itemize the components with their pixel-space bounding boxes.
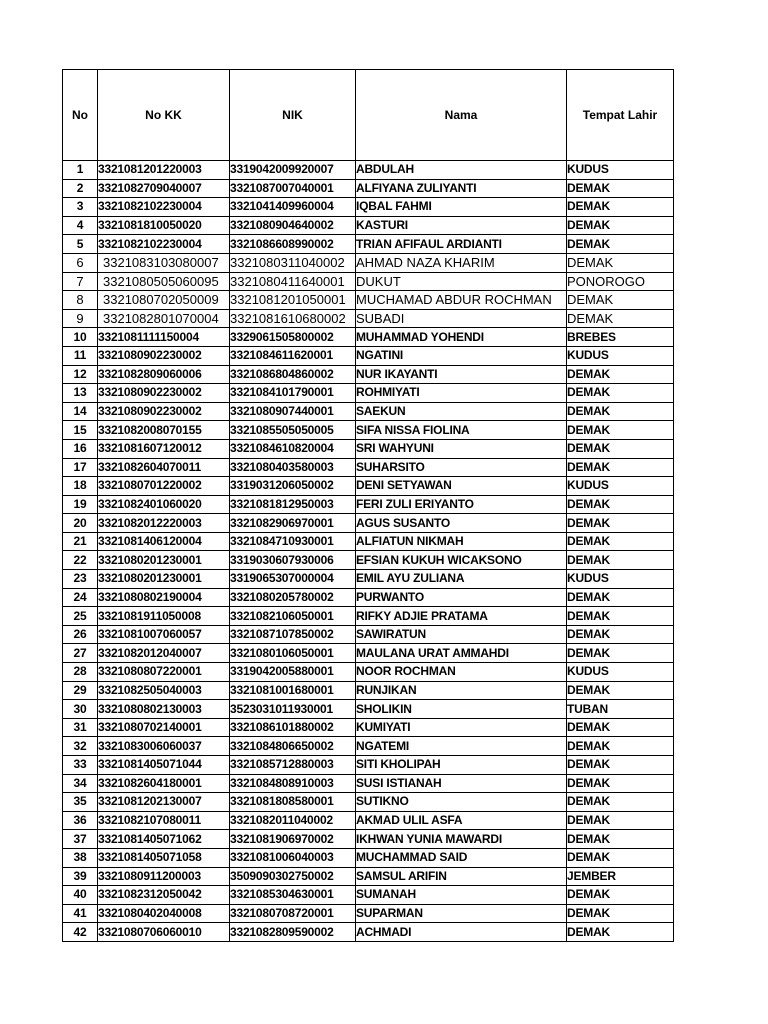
cell-no-kk: 3321081911050008 xyxy=(98,607,230,626)
cell-no-kk: 3321080201230001 xyxy=(98,551,230,570)
table-row xyxy=(63,272,674,291)
cell-tempat-lahir: DEMAK xyxy=(567,439,674,458)
cell-no-kk: 3321080902230002 xyxy=(98,402,230,421)
cell-nik: 3321084611620001 xyxy=(230,346,356,365)
cell-tempat-lahir: DEMAK xyxy=(567,886,674,905)
cell-nama: SUBADI xyxy=(356,309,567,328)
cell-no-kk: 3321082312050042 xyxy=(98,886,230,905)
table-row xyxy=(63,439,674,458)
cell-nama: RUNJIKAN xyxy=(356,681,567,700)
cell-nama: NGATEMI xyxy=(356,737,567,756)
cell-nama: EMIL AYU ZULIANA xyxy=(356,570,567,589)
cell-no: 24 xyxy=(63,588,98,607)
cell-nama: NOOR ROCHMAN xyxy=(356,663,567,682)
cell-nama: ACHMADI xyxy=(356,923,567,942)
cell-no-kk: 3321080911200003 xyxy=(98,867,230,886)
table-row xyxy=(63,904,674,923)
table-row xyxy=(63,570,674,589)
header-no-kk: No KK xyxy=(98,70,230,161)
cell-nama: DENI SETYAWAN xyxy=(356,477,567,496)
cell-no-kk: 3321082012220003 xyxy=(98,514,230,533)
cell-nik: 3321084101790001 xyxy=(230,384,356,403)
cell-no-kk: 3321080702050009 xyxy=(98,291,230,310)
cell-tempat-lahir: DEMAK xyxy=(567,384,674,403)
cell-no-kk: 3321080902230002 xyxy=(98,346,230,365)
cell-nama: RIFKY ADJIE PRATAMA xyxy=(356,607,567,626)
cell-tempat-lahir: DEMAK xyxy=(567,253,674,272)
header-row xyxy=(63,70,674,161)
cell-no: 5 xyxy=(63,235,98,254)
cell-tempat-lahir: DEMAK xyxy=(567,737,674,756)
table-row xyxy=(63,477,674,496)
cell-no-kk: 3321081111150004 xyxy=(98,328,230,347)
cell-tempat-lahir: DEMAK xyxy=(567,458,674,477)
cell-no: 7 xyxy=(63,272,98,291)
cell-no-kk: 3321082809060006 xyxy=(98,365,230,384)
cell-nik: 3321081201050001 xyxy=(230,291,356,310)
cell-nama: MUCHAMAD ABDUR ROCHMAN xyxy=(356,291,567,310)
cell-nama: EFSIAN KUKUH WICAKSONO xyxy=(356,551,567,570)
cell-nik: 3321084610820004 xyxy=(230,439,356,458)
table-row xyxy=(63,328,674,347)
table-row xyxy=(63,830,674,849)
cell-nik: 3321080205780002 xyxy=(230,588,356,607)
cell-nik: 3321080106050001 xyxy=(230,644,356,663)
cell-nik: 3321086804860002 xyxy=(230,365,356,384)
cell-nik: 3321086608990002 xyxy=(230,235,356,254)
cell-nama: FERI ZULI ERIYANTO xyxy=(356,495,567,514)
cell-nama: KASTURI xyxy=(356,216,567,235)
cell-no: 38 xyxy=(63,848,98,867)
table-row xyxy=(63,458,674,477)
table-row xyxy=(63,402,674,421)
cell-no: 26 xyxy=(63,625,98,644)
table-row xyxy=(63,216,674,235)
cell-tempat-lahir: DEMAK xyxy=(567,625,674,644)
cell-no-kk: 3321082008070155 xyxy=(98,421,230,440)
table-row xyxy=(63,161,674,180)
cell-nama: PURWANTO xyxy=(356,588,567,607)
cell-no: 31 xyxy=(63,718,98,737)
cell-nik: 3319042009920007 xyxy=(230,161,356,180)
cell-nik: 3321080708720001 xyxy=(230,904,356,923)
cell-no-kk: 3321081405071062 xyxy=(98,830,230,849)
cell-no-kk: 3321082102230004 xyxy=(98,198,230,217)
cell-nik: 3321085712880003 xyxy=(230,756,356,775)
table-row xyxy=(63,495,674,514)
cell-no-kk: 3321082107080011 xyxy=(98,811,230,830)
table-row xyxy=(63,291,674,310)
table-row xyxy=(63,198,674,217)
cell-nama: AGUS SUSANTO xyxy=(356,514,567,533)
cell-tempat-lahir: DEMAK xyxy=(567,774,674,793)
cell-tempat-lahir: DEMAK xyxy=(567,532,674,551)
table-row xyxy=(63,886,674,905)
cell-nik: 3321080907440001 xyxy=(230,402,356,421)
cell-tempat-lahir: DEMAK xyxy=(567,514,674,533)
cell-no: 2 xyxy=(63,179,98,198)
cell-tempat-lahir: KUDUS xyxy=(567,663,674,682)
cell-no-kk: 3321080505060095 xyxy=(98,272,230,291)
cell-nik: 3321087007040001 xyxy=(230,179,356,198)
cell-nama: ROHMIYATI xyxy=(356,384,567,403)
cell-no-kk: 3321080201230001 xyxy=(98,570,230,589)
cell-tempat-lahir: DEMAK xyxy=(567,848,674,867)
cell-no: 34 xyxy=(63,774,98,793)
table-row xyxy=(63,235,674,254)
header-nama: Nama xyxy=(356,70,567,161)
cell-no-kk: 3321080702140001 xyxy=(98,718,230,737)
cell-tempat-lahir: KUDUS xyxy=(567,477,674,496)
cell-nik: 3321084710930001 xyxy=(230,532,356,551)
cell-nik: 3321081906970002 xyxy=(230,830,356,849)
cell-tempat-lahir: KUDUS xyxy=(567,161,674,180)
cell-nama: SUHARSITO xyxy=(356,458,567,477)
cell-no: 1 xyxy=(63,161,98,180)
cell-no-kk: 3321083103080007 xyxy=(98,253,230,272)
cell-no: 25 xyxy=(63,607,98,626)
cell-no: 42 xyxy=(63,923,98,942)
cell-nik: 3321080411640001 xyxy=(230,272,356,291)
cell-no-kk: 3321082401060020 xyxy=(98,495,230,514)
cell-nik: 3319065307000004 xyxy=(230,570,356,589)
cell-nama: NUR IKAYANTI xyxy=(356,365,567,384)
cell-no-kk: 3321083006060037 xyxy=(98,737,230,756)
cell-no: 3 xyxy=(63,198,98,217)
cell-tempat-lahir: DEMAK xyxy=(567,216,674,235)
cell-nik: 3321082809590002 xyxy=(230,923,356,942)
table-row xyxy=(63,923,674,942)
cell-nama: SAWIRATUN xyxy=(356,625,567,644)
table-row xyxy=(63,588,674,607)
cell-no: 16 xyxy=(63,439,98,458)
cell-nama: IKHWAN YUNIA MAWARDI xyxy=(356,830,567,849)
cell-nik: 3321082106050001 xyxy=(230,607,356,626)
cell-no-kk: 3321081202130007 xyxy=(98,793,230,812)
cell-tempat-lahir: DEMAK xyxy=(567,402,674,421)
cell-tempat-lahir: DEMAK xyxy=(567,551,674,570)
table-row xyxy=(63,793,674,812)
cell-nik: 3321081006040003 xyxy=(230,848,356,867)
table-row xyxy=(63,681,674,700)
cell-no: 22 xyxy=(63,551,98,570)
table-row xyxy=(63,346,674,365)
table-row xyxy=(63,607,674,626)
cell-nik: 3321081001680001 xyxy=(230,681,356,700)
cell-nama: MAULANA URAT AMMAHDI xyxy=(356,644,567,663)
cell-no: 39 xyxy=(63,867,98,886)
cell-no-kk: 3321080701220002 xyxy=(98,477,230,496)
cell-nik: 3321081610680002 xyxy=(230,309,356,328)
cell-nama: NGATINI xyxy=(356,346,567,365)
cell-tempat-lahir: DEMAK xyxy=(567,588,674,607)
cell-nik: 3321085505050005 xyxy=(230,421,356,440)
cell-nama: SUTIKNO xyxy=(356,793,567,812)
data-table xyxy=(62,69,674,942)
table-row xyxy=(63,384,674,403)
cell-no-kk: 3321082604070011 xyxy=(98,458,230,477)
cell-no: 33 xyxy=(63,756,98,775)
cell-nama: SHOLIKIN xyxy=(356,700,567,719)
cell-nama: SUMANAH xyxy=(356,886,567,905)
cell-nama: DUKUT xyxy=(356,272,567,291)
cell-no-kk: 3321081405071058 xyxy=(98,848,230,867)
cell-no: 12 xyxy=(63,365,98,384)
cell-nama: SRI WAHYUNI xyxy=(356,439,567,458)
cell-nama: ALFIATUN NIKMAH xyxy=(356,532,567,551)
cell-tempat-lahir: KUDUS xyxy=(567,570,674,589)
cell-nik: 3321080311040002 xyxy=(230,253,356,272)
header-no: No xyxy=(63,70,98,161)
table-row xyxy=(63,532,674,551)
cell-no-kk: 3321082801070004 xyxy=(98,309,230,328)
cell-nama: IQBAL FAHMI xyxy=(356,198,567,217)
cell-nik: 3321085304630001 xyxy=(230,886,356,905)
cell-nik: 3321084806650002 xyxy=(230,737,356,756)
cell-tempat-lahir: DEMAK xyxy=(567,830,674,849)
table-row xyxy=(63,756,674,775)
cell-no: 11 xyxy=(63,346,98,365)
cell-no-kk: 3321082505040003 xyxy=(98,681,230,700)
cell-no: 17 xyxy=(63,458,98,477)
cell-tempat-lahir: DEMAK xyxy=(567,923,674,942)
cell-nik: 3523031011930001 xyxy=(230,700,356,719)
cell-no: 19 xyxy=(63,495,98,514)
cell-tempat-lahir: DEMAK xyxy=(567,756,674,775)
cell-tempat-lahir: DEMAK xyxy=(567,495,674,514)
cell-no: 14 xyxy=(63,402,98,421)
cell-no: 6 xyxy=(63,253,98,272)
table-row xyxy=(63,644,674,663)
cell-nik: 3321084808910003 xyxy=(230,774,356,793)
cell-nama: TRIAN AFIFAUL ARDIANTI xyxy=(356,235,567,254)
table-row xyxy=(63,700,674,719)
cell-tempat-lahir: DEMAK xyxy=(567,607,674,626)
cell-no-kk: 3321082604180001 xyxy=(98,774,230,793)
cell-no: 28 xyxy=(63,663,98,682)
cell-no: 40 xyxy=(63,886,98,905)
cell-no-kk: 3321080402040008 xyxy=(98,904,230,923)
header-tempat-lahir: Tempat Lahir xyxy=(567,70,674,161)
cell-nama: SUSI ISTIANAH xyxy=(356,774,567,793)
cell-nik: 3321082011040002 xyxy=(230,811,356,830)
cell-nama: MUHAMMAD YOHENDI xyxy=(356,328,567,347)
cell-no: 9 xyxy=(63,309,98,328)
table-row xyxy=(63,663,674,682)
cell-no-kk: 3321082709040007 xyxy=(98,179,230,198)
cell-tempat-lahir: BREBES xyxy=(567,328,674,347)
cell-no: 15 xyxy=(63,421,98,440)
table-row xyxy=(63,179,674,198)
cell-nama: SUPARMAN xyxy=(356,904,567,923)
cell-nik: 3319031206050002 xyxy=(230,477,356,496)
cell-nik: 3509090302750002 xyxy=(230,867,356,886)
cell-no-kk: 3321080802190004 xyxy=(98,588,230,607)
cell-tempat-lahir: DEMAK xyxy=(567,421,674,440)
cell-nama: SAEKUN xyxy=(356,402,567,421)
cell-nama: MUCHAMMAD SAID xyxy=(356,848,567,867)
cell-nama: ALFIYANA ZULIYANTI xyxy=(356,179,567,198)
cell-tempat-lahir: TUBAN xyxy=(567,700,674,719)
cell-no-kk: 3321082012040007 xyxy=(98,644,230,663)
cell-tempat-lahir: DEMAK xyxy=(567,365,674,384)
cell-no-kk: 3321080802130003 xyxy=(98,700,230,719)
header-nik: NIK xyxy=(230,70,356,161)
table-row xyxy=(63,514,674,533)
cell-tempat-lahir: DEMAK xyxy=(567,179,674,198)
cell-nik: 3321081812950003 xyxy=(230,495,356,514)
table-row xyxy=(63,811,674,830)
table-row xyxy=(63,774,674,793)
cell-nama: SIFA NISSA FIOLINA xyxy=(356,421,567,440)
cell-nama: SITI KHOLIPAH xyxy=(356,756,567,775)
cell-no: 20 xyxy=(63,514,98,533)
cell-tempat-lahir: JEMBER xyxy=(567,867,674,886)
cell-no: 32 xyxy=(63,737,98,756)
cell-nama: ABDULAH xyxy=(356,161,567,180)
cell-no-kk: 3321081405071044 xyxy=(98,756,230,775)
cell-no: 37 xyxy=(63,830,98,849)
table-row xyxy=(63,848,674,867)
cell-nik: 3319030607930006 xyxy=(230,551,356,570)
cell-no: 27 xyxy=(63,644,98,663)
cell-no: 30 xyxy=(63,700,98,719)
cell-no-kk: 3321081607120012 xyxy=(98,439,230,458)
cell-nik: 3321080904640002 xyxy=(230,216,356,235)
cell-no: 4 xyxy=(63,216,98,235)
table-row xyxy=(63,551,674,570)
cell-no-kk: 3321081007060057 xyxy=(98,625,230,644)
cell-tempat-lahir: DEMAK xyxy=(567,681,674,700)
table-row xyxy=(63,421,674,440)
table-row xyxy=(63,867,674,886)
cell-nik: 3321082906970001 xyxy=(230,514,356,533)
cell-no-kk: 3321081201220003 xyxy=(98,161,230,180)
cell-tempat-lahir: DEMAK xyxy=(567,644,674,663)
cell-no: 41 xyxy=(63,904,98,923)
table-row xyxy=(63,718,674,737)
cell-nama: AHMAD NAZA KHARIM xyxy=(356,253,567,272)
table-row xyxy=(63,309,674,328)
cell-nama: AKMAD ULIL ASFA xyxy=(356,811,567,830)
cell-no-kk: 3321082102230004 xyxy=(98,235,230,254)
cell-tempat-lahir: PONOROGO xyxy=(567,272,674,291)
cell-nik: 3321041409960004 xyxy=(230,198,356,217)
cell-tempat-lahir: DEMAK xyxy=(567,793,674,812)
table-row xyxy=(63,625,674,644)
table-row xyxy=(63,737,674,756)
cell-no: 8 xyxy=(63,291,98,310)
cell-tempat-lahir: DEMAK xyxy=(567,904,674,923)
cell-nik: 3321080403580003 xyxy=(230,458,356,477)
cell-no: 23 xyxy=(63,570,98,589)
cell-no: 35 xyxy=(63,793,98,812)
cell-nama: KUMIYATI xyxy=(356,718,567,737)
cell-no: 21 xyxy=(63,532,98,551)
cell-tempat-lahir: DEMAK xyxy=(567,235,674,254)
cell-nik: 3329061505800002 xyxy=(230,328,356,347)
cell-nik: 3321086101880002 xyxy=(230,718,356,737)
cell-no: 13 xyxy=(63,384,98,403)
cell-tempat-lahir: DEMAK xyxy=(567,291,674,310)
cell-no-kk: 3321080807220001 xyxy=(98,663,230,682)
table-row xyxy=(63,365,674,384)
cell-tempat-lahir: DEMAK xyxy=(567,718,674,737)
cell-nik: 3321081808580001 xyxy=(230,793,356,812)
table-row xyxy=(63,253,674,272)
cell-no: 36 xyxy=(63,811,98,830)
cell-no-kk: 3321081810050020 xyxy=(98,216,230,235)
cell-no: 29 xyxy=(63,681,98,700)
cell-tempat-lahir: DEMAK xyxy=(567,811,674,830)
cell-tempat-lahir: DEMAK xyxy=(567,198,674,217)
cell-no-kk: 3321080706060010 xyxy=(98,923,230,942)
cell-no-kk: 3321080902230002 xyxy=(98,384,230,403)
table-body xyxy=(63,161,674,942)
cell-tempat-lahir: KUDUS xyxy=(567,346,674,365)
cell-nik: 3321087107850002 xyxy=(230,625,356,644)
cell-nik: 3319042005880001 xyxy=(230,663,356,682)
cell-no: 18 xyxy=(63,477,98,496)
cell-no: 10 xyxy=(63,328,98,347)
cell-no-kk: 3321081406120004 xyxy=(98,532,230,551)
cell-nama: SAMSUL ARIFIN xyxy=(356,867,567,886)
cell-tempat-lahir: DEMAK xyxy=(567,309,674,328)
